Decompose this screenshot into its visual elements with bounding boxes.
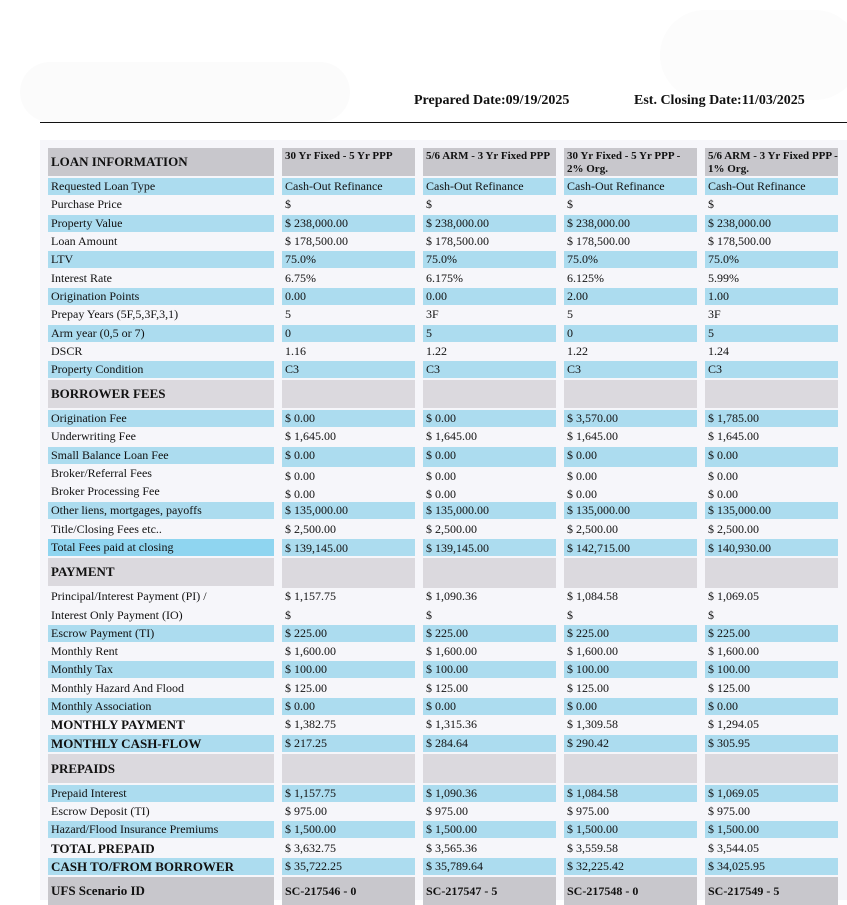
row-value-monthly-tax: $ 100.00	[423, 661, 556, 678]
row-value-hazard-premiums: $ 1,500.00	[705, 821, 838, 838]
row-value-monthly-hazard: $ 125.00	[426, 681, 468, 695]
row-label-broker-referral-fees: Broker/Referral Fees	[51, 466, 152, 480]
row-value-hazard-premiums: $ 1,500.00	[564, 821, 697, 838]
scenario-id-value: SC-217549 - 5	[705, 877, 838, 905]
section-header-prepaids: PREPAIDS	[48, 754, 274, 783]
row-value-monthly-association: $ 0.00	[705, 698, 838, 715]
row-value-prepay-years: 3F	[708, 307, 721, 321]
row-value-underwriting-fee: $ 1,645.00	[708, 429, 759, 443]
row-label-prepaid-interest: Prepaid Interest	[48, 785, 274, 802]
row-value-escrow-deposit: $ 975.00	[426, 804, 468, 818]
row-value-monthly-payment: $ 1,309.58	[567, 717, 618, 731]
row-value-pi-payment: $ 1,069.05	[708, 589, 759, 603]
row-value-dscr: 1.16	[285, 344, 306, 358]
row-value-prepay-years: 3F	[426, 307, 439, 321]
row-value-underwriting-fee: $ 1,645.00	[567, 429, 618, 443]
row-value-origination-fee: $ 0.00	[282, 410, 415, 427]
row-value-ltv: 75.0%	[282, 251, 415, 268]
row-value-origination-points: 0.00	[282, 288, 415, 305]
row-value-hazard-premiums: $ 1,500.00	[423, 821, 556, 838]
row-value-requested-loan-type: Cash-Out Refinance	[705, 178, 838, 195]
row-value-total-prepaid: $ 3,559.58	[567, 841, 618, 855]
row-label-total-fees: Total Fees paid at closing	[48, 539, 274, 556]
row-value-io-payment: $	[567, 608, 573, 622]
row-value-broker-referral-fees: $ 0.00	[567, 469, 597, 482]
scenario-title-4: 5/6 ARM - 3 Yr Fixed PPP - 1% Org.	[705, 148, 838, 176]
row-value-other-liens: $ 135,000.00	[564, 502, 697, 519]
scenario-id-value: SC-217547 - 5	[423, 877, 556, 905]
row-value-title-closing-fees: $ 2,500.00	[708, 522, 759, 536]
row-value-monthly-rent: $ 1,600.00	[426, 644, 477, 658]
row-label-monthly-payment: MONTHLY PAYMENT	[51, 717, 185, 732]
row-value-escrow-deposit: $ 975.00	[567, 804, 609, 818]
section-spacer	[423, 754, 556, 783]
row-label-monthly-rent: Monthly Rent	[51, 644, 119, 658]
row-value-monthly-cash-flow: $ 284.64	[423, 735, 556, 752]
row-label-requested-loan-type: Requested Loan Type	[48, 178, 274, 195]
row-value-purchase-price: $	[708, 197, 714, 211]
row-value-prepaid-interest: $ 1,090.36	[423, 785, 556, 802]
row-label-dscr: DSCR	[51, 344, 83, 358]
row-value-escrow-deposit: $ 975.00	[708, 804, 750, 818]
row-value-monthly-payment: $ 1,294.05	[708, 717, 759, 731]
row-value-cash-to-from: $ 35,722.25	[282, 858, 415, 875]
row-label-monthly-tax: Monthly Tax	[48, 661, 274, 678]
row-value-broker-processing-fee: $ 0.00	[285, 487, 315, 500]
row-label-other-liens: Other liens, mortgages, payoffs	[48, 502, 274, 519]
section-spacer	[564, 558, 697, 588]
section-spacer	[423, 558, 556, 588]
row-label-monthly-cash-flow: MONTHLY CASH-FLOW	[48, 735, 274, 752]
row-value-total-fees: $ 140,930.00	[705, 539, 838, 556]
row-value-prepay-years: 5	[285, 307, 291, 321]
row-label-prepay-years: Prepay Years (5F,5,3F,3,1)	[51, 307, 179, 321]
row-value-monthly-rent: $ 1,600.00	[567, 644, 618, 658]
row-value-monthly-tax: $ 100.00	[564, 661, 697, 678]
row-label-ltv: LTV	[48, 251, 274, 268]
row-value-requested-loan-type: Cash-Out Refinance	[423, 178, 556, 195]
row-value-cash-to-from: $ 34,025.95	[705, 858, 838, 875]
row-value-underwriting-fee: $ 1,645.00	[285, 429, 336, 443]
row-value-ltv: 75.0%	[705, 251, 838, 268]
redacted-logo-area	[20, 62, 350, 122]
section-spacer	[564, 754, 697, 783]
row-value-property-value: $ 238,000.00	[564, 215, 697, 232]
row-value-broker-referral-fees: $ 0.00	[285, 469, 315, 482]
scenario-title-1: 30 Yr Fixed - 5 Yr PPP	[282, 148, 415, 176]
loan-comparison-table	[40, 140, 847, 900]
row-value-monthly-tax: $ 100.00	[705, 661, 838, 678]
row-value-pi-payment: $ 1,084.58	[567, 589, 618, 603]
row-value-escrow-payment: $ 225.00	[282, 625, 415, 642]
row-value-monthly-cash-flow: $ 217.25	[282, 735, 415, 752]
row-value-origination-points: 1.00	[705, 288, 838, 305]
prepared-date: Prepared Date:09/19/2025	[414, 93, 570, 108]
row-value-dscr: 1.22	[567, 344, 588, 358]
row-value-ltv: 75.0%	[564, 251, 697, 268]
row-value-dscr: 1.24	[708, 344, 729, 358]
row-label-origination-points: Origination Points	[48, 288, 274, 305]
row-value-broker-processing-fee: $ 0.00	[426, 487, 456, 500]
closing-date: Est. Closing Date:11/03/2025	[634, 93, 805, 108]
row-value-monthly-cash-flow: $ 290.42	[564, 735, 697, 752]
row-value-arm-year: 5	[423, 325, 556, 342]
row-label-io-payment: Interest Only Payment (IO)	[51, 608, 183, 622]
row-value-io-payment: $	[426, 608, 432, 622]
row-value-monthly-association: $ 0.00	[423, 698, 556, 715]
row-value-monthly-rent: $ 1,600.00	[708, 644, 759, 658]
row-label-pi-payment: Principal/Interest Payment (PI) /	[51, 589, 207, 603]
section-header-borrower-fees: BORROWER FEES	[48, 380, 274, 408]
row-value-prepaid-interest: $ 1,069.05	[705, 785, 838, 802]
row-label-purchase-price: Purchase Price	[51, 197, 122, 211]
row-value-property-value: $ 238,000.00	[705, 215, 838, 232]
row-value-arm-year: 0	[564, 325, 697, 342]
row-value-escrow-payment: $ 225.00	[423, 625, 556, 642]
section-spacer	[282, 754, 415, 783]
scenario-id-value: SC-217546 - 0	[282, 877, 415, 905]
row-value-broker-referral-fees: $ 0.00	[426, 469, 456, 482]
section-header-loan-information: LOAN INFORMATION	[48, 148, 274, 176]
row-value-origination-points: 0.00	[423, 288, 556, 305]
row-label-property-condition: Property Condition	[48, 361, 274, 378]
section-spacer	[705, 754, 838, 783]
row-label-total-prepaid: TOTAL PREPAID	[51, 841, 155, 856]
section-spacer	[705, 558, 838, 588]
section-spacer	[282, 558, 415, 588]
row-value-requested-loan-type: Cash-Out Refinance	[282, 178, 415, 195]
row-value-origination-fee: $ 3,570.00	[564, 410, 697, 427]
row-value-total-fees: $ 142,715.00	[564, 539, 697, 556]
row-value-monthly-association: $ 0.00	[564, 698, 697, 715]
row-value-property-condition: C3	[282, 361, 415, 378]
row-value-title-closing-fees: $ 2,500.00	[285, 522, 336, 536]
scenario-id-value: SC-217548 - 0	[564, 877, 697, 905]
row-value-total-fees: $ 139,145.00	[423, 539, 556, 556]
row-label-loan-amount: Loan Amount	[51, 234, 118, 248]
row-value-monthly-hazard: $ 125.00	[285, 681, 327, 695]
row-value-purchase-price: $	[567, 197, 573, 211]
row-value-small-balance-fee: $ 0.00	[705, 447, 838, 467]
row-value-total-prepaid: $ 3,632.75	[285, 841, 336, 855]
scenario-id-label: UFS Scenario ID	[48, 877, 274, 905]
row-value-monthly-payment: $ 1,315.36	[426, 717, 477, 731]
row-value-loan-amount: $ 178,500.00	[708, 234, 771, 248]
row-value-total-prepaid: $ 3,565.36	[426, 841, 477, 855]
row-value-property-value: $ 238,000.00	[423, 215, 556, 232]
row-value-origination-fee: $ 1,785.00	[705, 410, 838, 427]
row-label-interest-rate: Interest Rate	[51, 271, 112, 285]
row-label-title-closing-fees: Title/Closing Fees etc..	[51, 522, 162, 536]
row-value-cash-to-from: $ 32,225.42	[564, 858, 697, 875]
row-value-monthly-hazard: $ 125.00	[708, 681, 750, 695]
row-value-escrow-deposit: $ 975.00	[285, 804, 327, 818]
row-value-property-condition: C3	[564, 361, 697, 378]
row-value-prepaid-interest: $ 1,157.75	[282, 785, 415, 802]
row-label-monthly-hazard: Monthly Hazard And Flood	[51, 681, 184, 695]
row-label-escrow-payment: Escrow Payment (TI)	[48, 625, 274, 642]
row-value-monthly-hazard: $ 125.00	[567, 681, 609, 695]
row-value-pi-payment: $ 1,090.36	[426, 589, 477, 603]
row-value-underwriting-fee: $ 1,645.00	[426, 429, 477, 443]
row-value-property-condition: C3	[423, 361, 556, 378]
row-value-escrow-payment: $ 225.00	[705, 625, 838, 642]
section-header-payment: PAYMENT	[48, 558, 274, 586]
row-value-monthly-cash-flow: $ 305.95	[705, 735, 838, 752]
row-value-prepaid-interest: $ 1,084.58	[564, 785, 697, 802]
row-label-cash-to-from: CASH TO/FROM BORROWER	[48, 858, 274, 875]
row-value-ltv: 75.0%	[423, 251, 556, 268]
row-value-io-payment: $	[708, 608, 714, 622]
row-value-title-closing-fees: $ 2,500.00	[567, 522, 618, 536]
row-label-property-value: Property Value	[48, 215, 274, 232]
row-value-interest-rate: 6.125%	[567, 271, 604, 285]
row-value-other-liens: $ 135,000.00	[282, 502, 415, 519]
row-value-arm-year: 0	[282, 325, 415, 342]
row-value-interest-rate: 6.75%	[285, 271, 316, 285]
row-value-loan-amount: $ 178,500.00	[567, 234, 630, 248]
row-value-dscr: 1.22	[426, 344, 447, 358]
row-value-purchase-price: $	[285, 197, 291, 211]
row-value-other-liens: $ 135,000.00	[423, 502, 556, 519]
row-value-total-prepaid: $ 3,544.05	[708, 841, 759, 855]
row-value-hazard-premiums: $ 1,500.00	[282, 821, 415, 838]
row-value-property-condition: C3	[705, 361, 838, 378]
row-label-small-balance-fee: Small Balance Loan Fee	[48, 447, 274, 464]
row-value-escrow-payment: $ 225.00	[564, 625, 697, 642]
row-label-escrow-deposit: Escrow Deposit (TI)	[51, 804, 150, 818]
section-spacer	[564, 380, 697, 408]
row-label-broker-processing-fee: Broker Processing Fee	[51, 484, 160, 498]
row-value-origination-fee: $ 0.00	[423, 410, 556, 427]
row-value-requested-loan-type: Cash-Out Refinance	[564, 178, 697, 195]
row-value-total-fees: $ 139,145.00	[282, 539, 415, 556]
row-value-monthly-tax: $ 100.00	[282, 661, 415, 678]
row-value-small-balance-fee: $ 0.00	[564, 447, 697, 467]
row-value-small-balance-fee: $ 0.00	[282, 447, 415, 467]
row-value-cash-to-from: $ 35,789.64	[423, 858, 556, 875]
row-value-loan-amount: $ 178,500.00	[426, 234, 489, 248]
section-spacer	[423, 380, 556, 408]
row-value-io-payment: $	[285, 608, 291, 622]
scenario-title-2: 5/6 ARM - 3 Yr Fixed PPP	[423, 148, 556, 176]
section-spacer	[282, 380, 415, 408]
row-value-monthly-rent: $ 1,600.00	[285, 644, 336, 658]
row-label-origination-fee: Origination Fee	[48, 410, 274, 427]
row-value-prepay-years: 5	[567, 307, 573, 321]
row-label-monthly-association: Monthly Association	[48, 698, 274, 715]
row-label-arm-year: Arm year (0,5 or 7)	[48, 325, 274, 342]
row-value-pi-payment: $ 1,157.75	[285, 589, 336, 603]
row-value-broker-processing-fee: $ 0.00	[567, 487, 597, 500]
scenario-title-3: 30 Yr Fixed - 5 Yr PPP - 2% Org.	[564, 148, 697, 176]
redacted-corner-area	[660, 10, 847, 100]
row-value-arm-year: 5	[705, 325, 838, 342]
row-value-broker-referral-fees: $ 0.00	[708, 469, 738, 482]
row-value-monthly-association: $ 0.00	[282, 698, 415, 715]
header-divider	[40, 122, 847, 123]
row-value-broker-processing-fee: $ 0.00	[708, 487, 738, 500]
row-value-property-value: $ 238,000.00	[282, 215, 415, 232]
row-value-small-balance-fee: $ 0.00	[423, 447, 556, 467]
row-value-origination-points: 2.00	[564, 288, 697, 305]
row-value-other-liens: $ 135,000.00	[705, 502, 838, 519]
row-label-underwriting-fee: Underwriting Fee	[51, 429, 136, 443]
row-value-interest-rate: 6.175%	[426, 271, 463, 285]
row-value-interest-rate: 5.99%	[708, 271, 739, 285]
row-value-title-closing-fees: $ 2,500.00	[426, 522, 477, 536]
document-header	[0, 93, 847, 113]
row-label-hazard-premiums: Hazard/Flood Insurance Premiums	[48, 821, 274, 838]
row-value-loan-amount: $ 178,500.00	[285, 234, 348, 248]
row-value-purchase-price: $	[426, 197, 432, 211]
section-spacer	[705, 380, 838, 408]
row-value-monthly-payment: $ 1,382.75	[285, 717, 336, 731]
